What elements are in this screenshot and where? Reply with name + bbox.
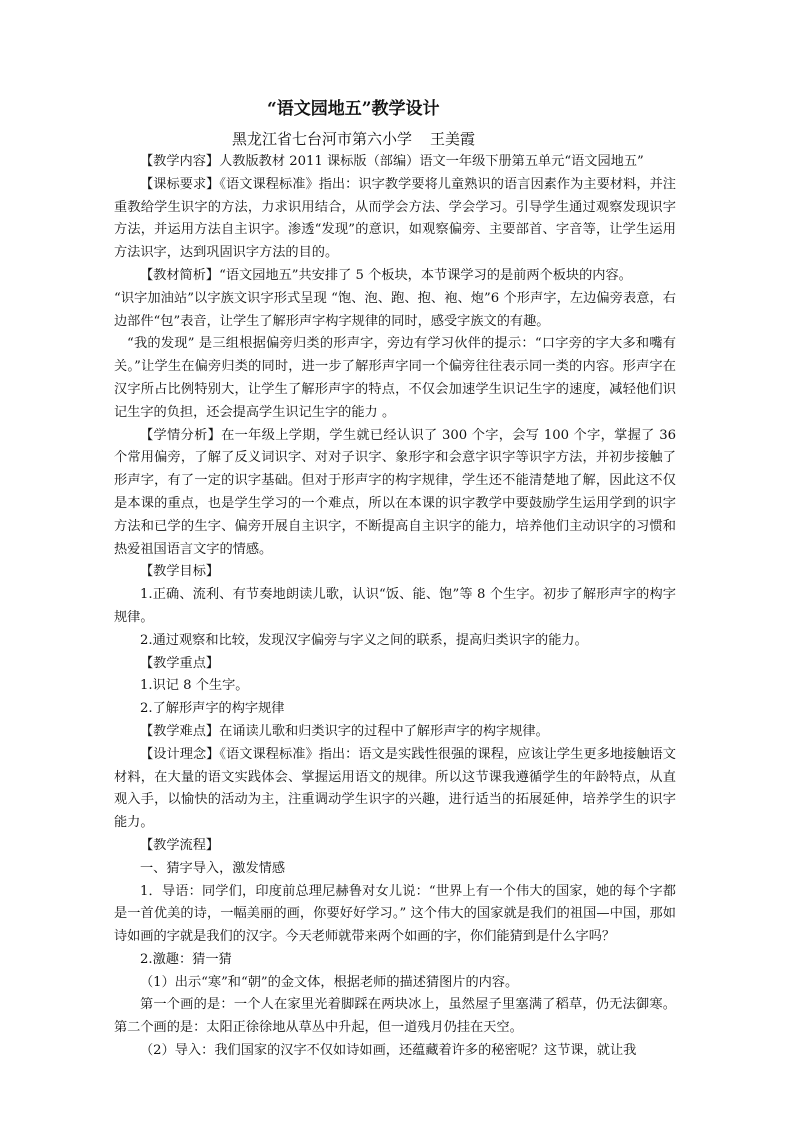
learner-analysis: 【学情分析】在一年级上学期，学生就已经认识了 300 个字，会写 100 个字，掌握了 36 个常用偏旁，了解了反义词识字、对对子识字、象形字和会意字识字等识字方法，并初步接触了形声字，有了一定的识字基础。但对于形声字的构字规律，学生还不能清楚地了解，因此这不仅是本课的重点，也是学生学习的一个难点，所以在本课的识字教学中要鼓励学生运用学到的识字方法和已学的生字、偏旁开展自主识字，不断提高自主识字的能力，培养他们主动识字的习惯和热爱祖国语言文字的情感。 (114, 427, 676, 557)
page-title: “语文园地五”教学设计 (267, 99, 440, 119)
key-point-2: 2.了解形声字的构字规律 (140, 701, 285, 717)
author-name: 王美霞 (430, 130, 476, 148)
key-points-heading: 【教学重点】 (140, 655, 220, 671)
textbook-analysis: 【教材简析】“语文园地五”共安排了 5 个板块，本节课学习的是前两个板块的内容。 (140, 267, 632, 283)
step-1-guess: 2.激趣：猜一猜 (140, 951, 232, 967)
goal-item-2: 2.通过观察和比较，发现汉字偏旁与字义之间的联系，提高归类识字的能力。 (140, 632, 588, 648)
flow-heading: 【教学流程】 (140, 837, 220, 853)
step-1-heading: 一、猜字导入，激发情感 (140, 860, 286, 876)
difficulty: 【教学难点】在诵读儿歌和归类识字的过程中了解形声字的构字规律。 (140, 723, 549, 739)
textbook-analysis-my-discovery: “我的发现” 是三组根据偏旁归类的形声字，旁边有学习伙伴的提示：“口字旁的字大多和嘴有关。”让学生在偏旁归类的同时，进一步了解形声字同一个偏旁往往表示同一类的内容。形声字在汉字所占比例特别大，让学生了解形声字的特点，不仅会加速学生识记生字的速度，减轻他们识记生字的负担，还会提高学生识记生字的能力 。 (114, 336, 676, 420)
document-page (114, 96, 676, 1063)
goals-heading: 【教学目标】 (140, 564, 220, 580)
step-1-guess-description: 第一个画的是：一个人在家里光着脚踩在两块冰上，虽然屋子里塞满了稻草，仍无法御寒。第二个画的是：太阳正徐徐地从草丛中升起，但一道残月仍挂在天空。 (114, 997, 676, 1036)
author-line (232, 128, 676, 150)
textbook-analysis-literacy-station: “识字加油站”以字族文识字形式呈现 “饱、泡、跑、抱、袍、炮”6 个形声字，左边偏旁表意，右边部件“包”表音，让学生了解形声字构字规律的同时，感受字族文的有趣。 (114, 290, 676, 329)
teaching-content: 【教学内容】人教版教材 2011 课标版（部编）语文一年级下册第五单元“语文园地五” (140, 154, 644, 169)
step-1-guess-b: （2）导入：我们国家的汉字不仅如诗如画，还蕴藏着许多的秘密呢？这节课，就让我 (140, 1043, 637, 1059)
author-school: 黑龙江省七台河市第六小学 (232, 130, 413, 148)
step-1-intro: 1．导语：同学们，印度前总理尼赫鲁对女儿说：“世界上有一个伟大的国家，她的每个字都是一首优美的诗，一幅美丽的画，你要好好学习。” 这个伟大的国家就是我们的祖国—中国，那如诗如画的字就是我们的汉字。今天老师就带来两个如画的字，你们能猜到是什么字吗？ (114, 883, 676, 945)
goal-item-1: 1.正确、流利、有节奏地朗读儿歌，认识“饭、能、饱”等 8 个生字。初步了解形声字的构字规律。 (114, 587, 676, 625)
step-1-guess-a: （1）出示“寒”和“朝”的金文体，根据老师的描述猜图片的内容。 (140, 974, 519, 990)
key-point-1: 1.识记 8 个生字。 (140, 678, 249, 694)
design-concept: 【设计理念】《语文课程标准》指出：语文是实践性很强的课程，应该让学生更多地接触语文材料，在大量的语文实践体会、掌握运用语文的规律。所以这节课我遵循学生的年龄特点，从直观入手，以愉快的活动为主，注重调动学生识字的兴趣，进行适当的拓展延伸，培养学生的识字能力。 (114, 746, 676, 831)
curriculum-standard: 【课标要求】《语文课程标准》指出：识字教学要将儿童熟识的语言因素作为主要材料，并注重教给学生识字的方法，力求识用结合，从而学会方法、学会学习。引导学生通过观察发现识字方法，并运用方法自主识字。渗透“发现”的意识，如观察偏旁、主要部首、字音等，让学生运用方法识字，达到巩固识字方法的目的。 (114, 176, 676, 261)
